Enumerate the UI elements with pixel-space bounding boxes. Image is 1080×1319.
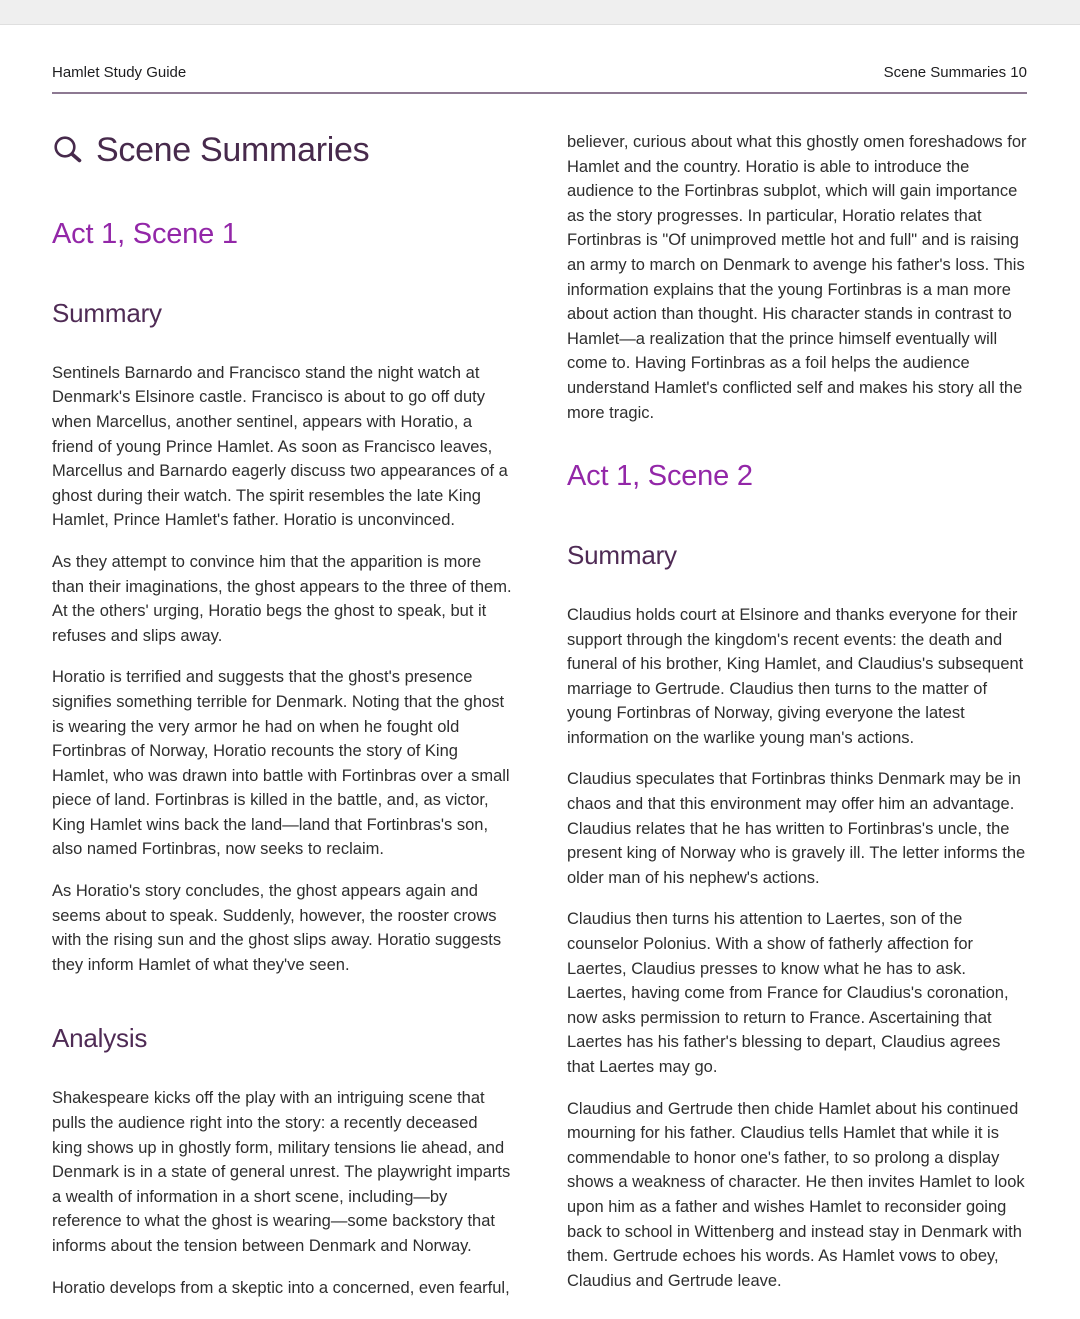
running-header <box>52 64 1027 81</box>
right-column <box>567 130 1027 1300</box>
running-header-title: Hamlet Study Guide <box>52 64 187 81</box>
chapter-title <box>52 130 512 171</box>
magnifier-icon <box>52 134 85 167</box>
subsection-heading: Summary <box>567 539 677 570</box>
chapter-title-text: Scene Summaries <box>96 131 370 169</box>
body-paragraph: Claudius and Gertrude then chide Hamlet about his continued mourning for his father. Claudius tells Hamlet that while it is commendable to honor one's father, to so prolong a display shows a weakness of character. He then invites Hamlet to look upon him as a father and wishes Hamlet to reconsider going back to school in Wittenberg and instead stay in Denmark with them. Gertrude echoes his words. As Hamlet vows to obey, Claudius and Gertrude leave. <box>567 1099 1025 1290</box>
body-paragraph: Claudius speculates that Fortinbras thinks Denmark may be in chaos and that this environment may offer him an advantage. Claudius relates that he has written to Fortinbras's uncle, the present king of Norway who is gravely ill. The letter informs the older man of his nephew's actions. <box>567 770 1026 887</box>
act-scene-heading: Act 1, Scene 1 <box>52 218 238 250</box>
body-paragraph: Sentinels Barnardo and Francisco stand the night watch at Denmark's Elsinore castle. Francisco is about to go off duty when Marcellus, another sentinel, appears with Horatio, a friend of young Prince Hamlet. As soon as Francisco leaves, Marcellus and Barnardo eagerly discuss two appearances of a ghost during their watch. The spirit resembles the late King Hamlet, Prince Hamlet's father. Horatio is unconvinced. <box>52 363 508 530</box>
study-guide-page <box>0 64 1080 1300</box>
body-paragraph: As they attempt to convince him that the apparition is more than their imaginations, the ghost appears to the three of them. At the others' urging, Horatio begs the ghost to speak, but it refuses and slips away. <box>52 552 512 645</box>
left-column <box>52 130 512 1300</box>
body-paragraph: Horatio is terrified and suggests that the ghost's presence signifies something terrible for Denmark. Noting that the ghost is wearing the very armor he had on when he fought old Fortinbras of Norway, Horatio recounts the story of King Hamlet, who was drawn into battle with Fortinbras over a small piece of land. Fortinbras is killed in the battle, and, as victor, King Hamlet wins back the land—land that Fortinbras's son, also named Fortinbras, now seeks to reclaim. <box>52 668 510 859</box>
body-paragraph: As Horatio's story concludes, the ghost appears again and seems about to speak. Suddenly, however, the rooster crows with the rising sun and the ghost slips away. Horatio suggests they inform Hamlet of what they've seen. <box>52 882 502 974</box>
two-column-layout <box>52 130 1027 1300</box>
body-paragraph: Claudius then turns his attention to Laertes, son of the counselor Polonius. With a show of fatherly affection for Laertes, Claudius presses to know what he has to ask. Laertes, having come from France for Claudius's coronation, now asks permission to return to France. Ascertaining that Laertes has his father's blessing to depart, Claudius agrees that Laertes may go. <box>567 910 1009 1077</box>
header-rule <box>52 92 1027 94</box>
subsection-heading: Summary <box>52 297 162 328</box>
subsection-heading: Analysis <box>52 1023 148 1054</box>
act-scene-heading: Act 1, Scene 2 <box>567 460 753 493</box>
body-paragraph: Horatio develops from a skeptic into a concerned, even fearful, <box>52 1278 510 1297</box>
body-paragraph: believer, curious about what this ghostly omen foreshadows for Hamlet and the country. Horatio is able to introduce the audience to the Fortinbras subplot, which will gain importance as the story progresses. In particular, Horatio relates that Fortinbras is "Of unimproved mettle hot and full" and is raising an army to march on Denmark to avenge his father's loss. This information explains that the young Fortinbras is a man more about action than thought. His character stands in contrast to Hamlet—a realization that the prince himself eventually will come to. Having Fortinbras as a foil helps the audience understand Hamlet's conflicted self and makes his story all the more tragic. <box>567 133 1027 422</box>
body-paragraph: Shakespeare kicks off the play with an intriguing scene that pulls the audience right into the story: a recently deceased king shows up in ghostly form, military tensions lie ahead, and Denmark is in a state of general unrest. The playwright imparts a wealth of information in a short scene, including—by reference to what the ghost is wearing—some backstory that informs about the tension between Denmark and Norway. <box>52 1089 511 1256</box>
body-paragraph: Claudius holds court at Elsinore and thanks everyone for their support through the kingdom's recent events: the death and funeral of his brother, King Hamlet, and Claudius's subsequent marriage to Gertrude. Claudius then turns to the matter of young Fortinbras of Norway, giving everyone the latest information on the warlike young man's actions. <box>567 605 1024 747</box>
page-top-gap <box>0 0 1080 25</box>
running-header-page-label: Scene Summaries 10 <box>883 64 1027 81</box>
